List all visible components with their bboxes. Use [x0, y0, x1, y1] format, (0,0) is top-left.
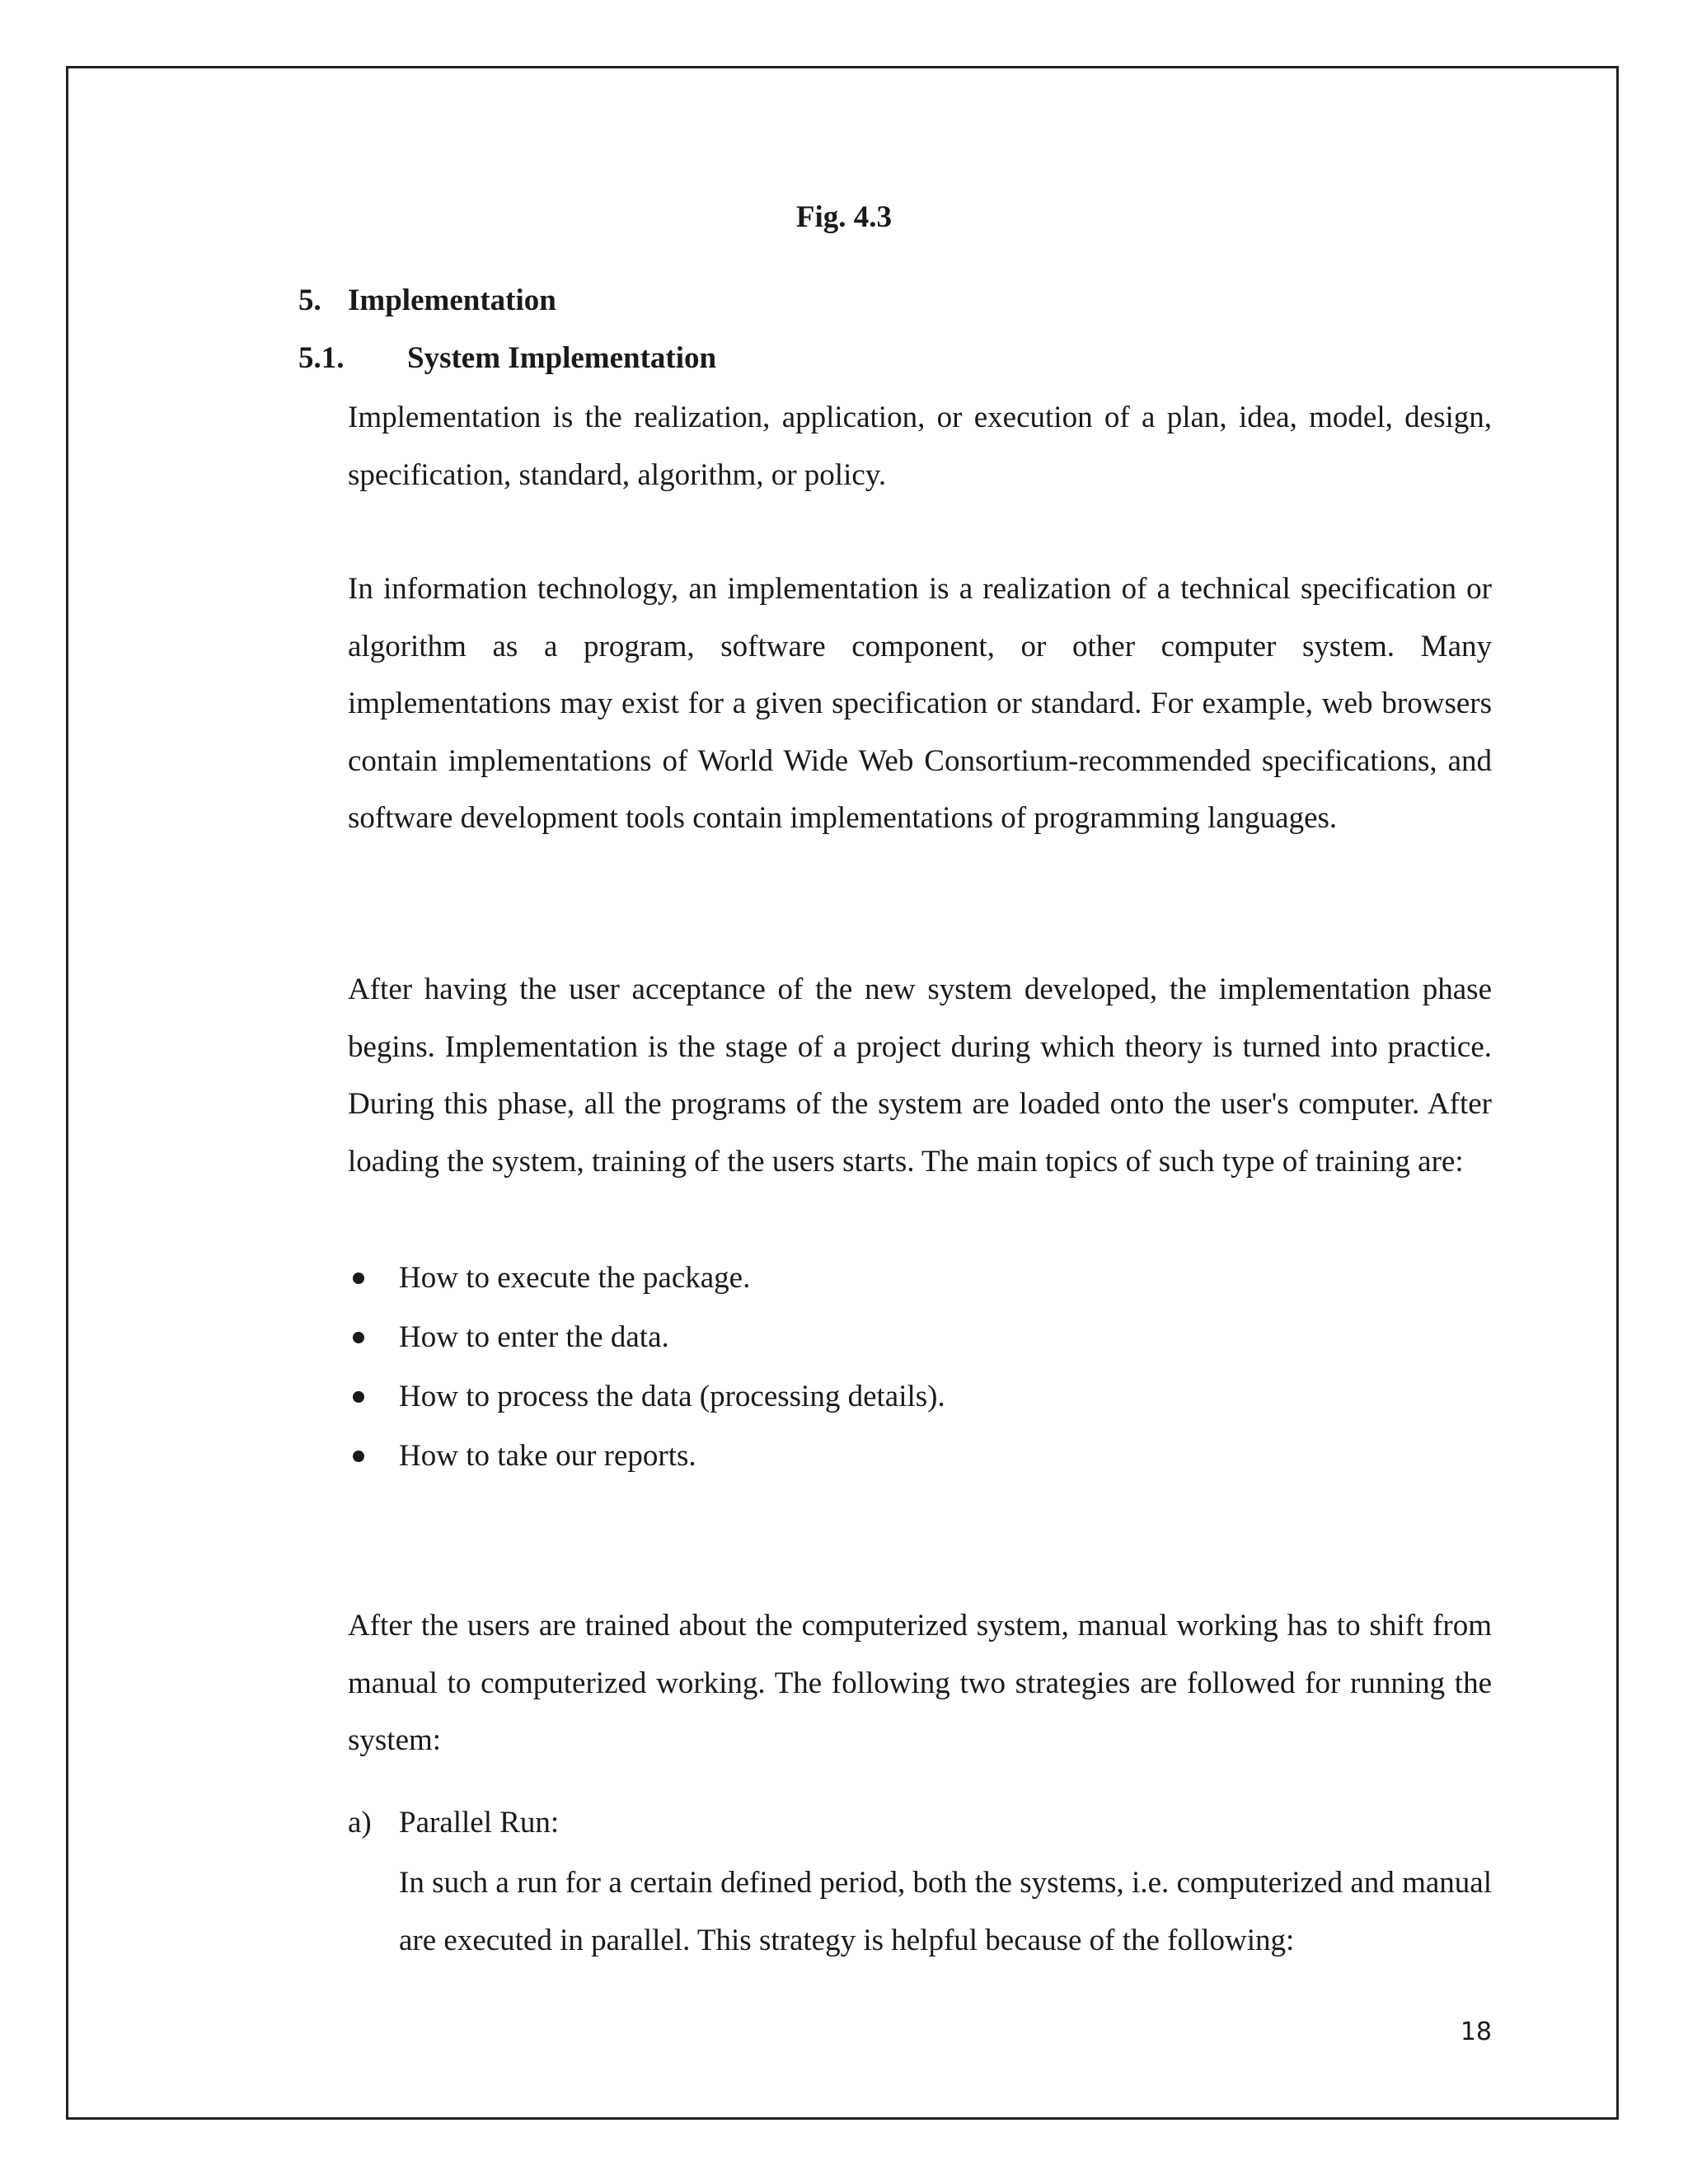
- bullet-icon: [353, 1332, 364, 1343]
- paragraph-information-technology: In information technology, an implementation is a realization of a technical specification or algorithm as a program, software component, or other computer system. Many implementations may exist for a given specification or standard. For example, web browsers contain implementations of World Wide Web Consortium-recommended specifications, and software development tools contain implementations of programming languages.: [348, 572, 1492, 835]
- strategy-description: In such a run for a certain defined period, both the systems, i.e. computerized and manual are executed in parallel. This strategy is helpful because of the following:: [399, 1866, 1492, 1957]
- page-number: 18: [1460, 2018, 1492, 2046]
- section-number: 5.: [298, 284, 321, 317]
- section-title: Implementation: [348, 284, 556, 317]
- bullet-icon: [353, 1451, 364, 1462]
- list-item: [348, 1249, 945, 1308]
- list-item: [348, 1308, 945, 1367]
- list-item-text: How to enter the data.: [399, 1320, 669, 1354]
- paragraph-implementation-phase: After having the user acceptance of the new system developed, the implementation phase begins. Implementation is the stage of a project during which theory is turned into practice. During this phase, all the programs of the system are loaded onto the user's computer. After loading the system, training of the users starts. The main topics of such type of training are:: [348, 972, 1492, 1179]
- paragraph-definition: Implementation is the realization, application, or execution of a plan, idea, model, design, specification, standard, algorithm, or policy.: [348, 401, 1492, 492]
- strategy-title: Parallel Run:: [399, 1806, 560, 1840]
- bullet-icon: [353, 1272, 364, 1284]
- figure-caption: Fig. 4.3: [795, 200, 893, 234]
- training-topics-list: [348, 1249, 945, 1486]
- subsection-number: 5.1.: [298, 341, 345, 375]
- list-item: [348, 1427, 945, 1486]
- paragraph-strategies: After the users are trained about the computerized system, manual working has to shift from manual to computerized working. The following two strategies are followed for running the system:: [348, 1609, 1492, 1757]
- bullet-icon: [353, 1391, 364, 1403]
- subsection-title: System Implementation: [407, 341, 717, 375]
- list-item-text: How to take our reports.: [399, 1439, 696, 1473]
- list-item: [348, 1367, 945, 1427]
- list-item-text: How to process the data (processing details).: [399, 1380, 945, 1413]
- strategy-marker: a): [348, 1806, 372, 1840]
- list-item-text: How to execute the package.: [399, 1261, 751, 1295]
